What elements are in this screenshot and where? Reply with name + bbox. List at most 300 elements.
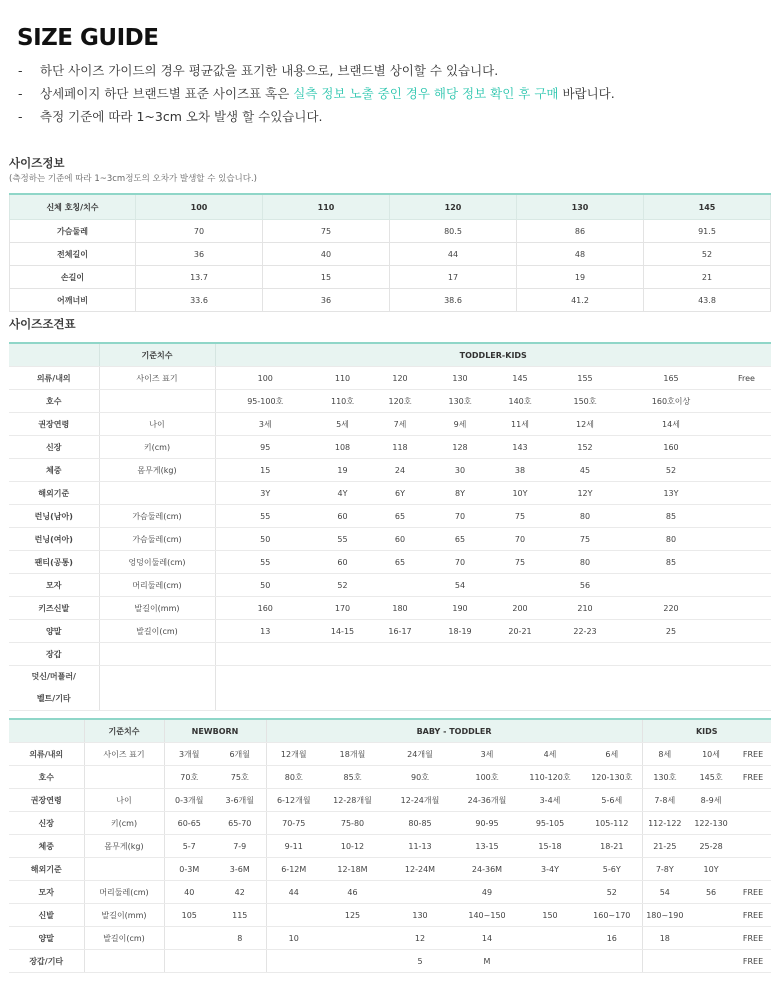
table-cell: 75호 — [214, 766, 266, 789]
table-cell: 145 — [490, 367, 550, 390]
size-compare-table — [9, 342, 771, 711]
table-cell: 발길이(mm) — [99, 597, 215, 620]
table-cell: 15 — [215, 459, 315, 482]
table-row — [9, 789, 771, 812]
table-cell: 120-130호 — [582, 766, 642, 789]
table-cell: 가슴둘레(cm) — [99, 528, 215, 551]
table-cell: 신발 — [9, 904, 84, 927]
table-cell — [722, 551, 771, 574]
page-title: SIZE GUIDE — [17, 25, 159, 51]
table-row — [9, 835, 771, 858]
table-cell — [315, 643, 370, 666]
table-cell — [518, 950, 582, 973]
table-cell: 8세 — [642, 743, 687, 766]
table-cell: 54 — [430, 574, 490, 597]
table-cell: 몸무게(kg) — [84, 835, 164, 858]
table-cell: 210 — [550, 597, 620, 620]
table-cell — [620, 643, 722, 666]
table-cell: 호수 — [9, 766, 84, 789]
table-cell: 5 — [384, 950, 456, 973]
table-cell: 52 — [315, 574, 370, 597]
table-cell — [722, 459, 771, 482]
table-cell — [99, 482, 215, 505]
table-cell: 70호 — [164, 766, 214, 789]
table-cell: 14-15 — [315, 620, 370, 643]
table-cell: 10Y — [687, 858, 735, 881]
table-cell: 42 — [214, 881, 266, 904]
table-cell: 130 — [517, 194, 644, 220]
table-cell — [722, 505, 771, 528]
table-cell: 해외기준 — [9, 858, 84, 881]
table-cell — [518, 927, 582, 950]
table-cell: 의류/내의 — [9, 367, 99, 390]
table-cell: 85 — [620, 505, 722, 528]
table-cell: 6개월 — [214, 743, 266, 766]
table-cell: 80-85 — [384, 812, 456, 835]
table-cell: 발길이(cm) — [84, 927, 164, 950]
table-cell: 128 — [430, 436, 490, 459]
table-cell: 16 — [582, 927, 642, 950]
table-cell: 60-65 — [164, 812, 214, 835]
table-cell: 52 — [644, 243, 771, 266]
table-cell: 13.7 — [136, 266, 263, 289]
table-cell: 런닝(남아) — [9, 505, 99, 528]
table-cell — [722, 482, 771, 505]
table-cell: 9-11 — [266, 835, 321, 858]
table-cell — [722, 390, 771, 413]
table-cell: 75 — [490, 551, 550, 574]
table-cell: 110-120호 — [518, 766, 582, 789]
table-row — [10, 266, 771, 289]
table-cell — [735, 835, 771, 858]
table-cell: 양말 — [9, 927, 84, 950]
table-cell: 13Y — [620, 482, 722, 505]
table-cell: 38 — [490, 459, 550, 482]
table-cell — [321, 927, 384, 950]
table-cell: 의류/내의 — [9, 743, 84, 766]
header-cell — [9, 719, 84, 743]
table-cell: 18 — [642, 927, 687, 950]
table-cell — [722, 597, 771, 620]
table-cell: 55 — [215, 505, 315, 528]
table-cell: 160호이상 — [620, 390, 722, 413]
table-cell: 70 — [430, 551, 490, 574]
table-cell: 가슴둘레 — [10, 220, 136, 243]
table-cell: 95 — [215, 436, 315, 459]
table-cell: 7-8Y — [642, 858, 687, 881]
table-cell: 12-24개월 — [384, 789, 456, 812]
table-cell: 85호 — [321, 766, 384, 789]
table-cell: 70-75 — [266, 812, 321, 835]
table-cell: 22-23 — [550, 620, 620, 643]
table-cell: FREE — [735, 766, 771, 789]
table-cell: 손길이 — [10, 266, 136, 289]
table-cell: 신장 — [9, 436, 99, 459]
table-cell: 85 — [620, 551, 722, 574]
cell-line: 벨트/기타 — [36, 694, 71, 703]
table-cell: 12-18M — [321, 858, 384, 881]
table-cell: 165 — [620, 367, 722, 390]
table-row — [9, 597, 771, 620]
table-cell: 7세 — [370, 413, 430, 436]
table-cell: 40 — [164, 881, 214, 904]
table-cell — [722, 528, 771, 551]
table-cell — [735, 812, 771, 835]
table-cell: 3세 — [215, 413, 315, 436]
table-cell: 3Y — [215, 482, 315, 505]
table-cell: 5-6Y — [582, 858, 642, 881]
table-cell: M — [456, 950, 518, 973]
table-cell: 12세 — [550, 413, 620, 436]
table-cell: 0-3개월 — [164, 789, 214, 812]
note-text: 바랍니다. — [558, 86, 615, 101]
table-cell: 220 — [620, 597, 722, 620]
table-cell: 3세 — [456, 743, 518, 766]
table-row — [9, 574, 771, 597]
note-text: 상세페이지 하단 브랜드별 표준 사이즈표 혹은 — [40, 86, 294, 101]
table-cell: 21 — [644, 266, 771, 289]
table-cell: 장갑/기타 — [9, 950, 84, 973]
note-dash: - — [18, 63, 23, 78]
table-row — [9, 413, 771, 436]
table-cell — [687, 927, 735, 950]
table-cell: 13-15 — [456, 835, 518, 858]
table-cell — [722, 413, 771, 436]
table-cell: 체중 — [9, 459, 99, 482]
header-cell: KIDS — [642, 719, 771, 743]
table-cell — [266, 904, 321, 927]
table-cell: 36 — [136, 243, 263, 266]
table-cell — [620, 574, 722, 597]
header-cell — [9, 343, 99, 367]
table-cell — [99, 643, 215, 666]
table-cell: 사이즈 표기 — [99, 367, 215, 390]
table-header-row — [9, 719, 771, 743]
table-cell: 6-12개월 — [266, 789, 321, 812]
table-cell: 80 — [550, 551, 620, 574]
table-cell — [687, 950, 735, 973]
table-cell — [687, 904, 735, 927]
table-cell: 170 — [315, 597, 370, 620]
table-cell: 18개월 — [321, 743, 384, 766]
table-cell — [215, 643, 315, 666]
table-cell: 86 — [517, 220, 644, 243]
table-row — [9, 620, 771, 643]
table-cell — [582, 950, 642, 973]
table-cell: 10 — [266, 927, 321, 950]
table-cell: FREE — [735, 881, 771, 904]
table-cell — [321, 950, 384, 973]
table-row — [10, 243, 771, 266]
size-info-subtitle: (측정하는 기준에 따라 1~3cm정도의 오차가 발생할 수 있습니다.) — [9, 174, 257, 184]
table-row — [9, 367, 771, 390]
table-cell: 75-80 — [321, 812, 384, 835]
table-cell: 60 — [315, 551, 370, 574]
note-item — [18, 85, 615, 108]
table-cell — [722, 620, 771, 643]
table-cell: 3개월 — [164, 743, 214, 766]
table-cell: 33.6 — [136, 289, 263, 312]
header-cell: TODDLER-KIDS — [215, 343, 771, 367]
table-row — [9, 505, 771, 528]
table-cell: 25 — [620, 620, 722, 643]
table-cell: 56 — [550, 574, 620, 597]
table-cell: 110 — [263, 194, 390, 220]
size-info-table — [9, 193, 771, 312]
table-cell: 36 — [263, 289, 390, 312]
table-cell: Free — [722, 367, 771, 390]
table-cell: 145 — [644, 194, 771, 220]
table-row — [9, 459, 771, 482]
table-cell: 110호 — [315, 390, 370, 413]
table-cell: 130호 — [642, 766, 687, 789]
table-cell: 120 — [390, 194, 517, 220]
table-cell: 5-6세 — [582, 789, 642, 812]
table-cell: 3-6M — [214, 858, 266, 881]
table-cell: 80 — [550, 505, 620, 528]
table-cell: 8Y — [430, 482, 490, 505]
table-cell: 65-70 — [214, 812, 266, 835]
table-cell — [370, 574, 430, 597]
table-cell: 12-24M — [384, 858, 456, 881]
table-cell — [735, 789, 771, 812]
table-cell: 55 — [315, 528, 370, 551]
table-cell — [266, 950, 321, 973]
table-cell: 65 — [430, 528, 490, 551]
table-cell: 키(cm) — [84, 812, 164, 835]
table-cell: 70 — [430, 505, 490, 528]
table-cell: 5세 — [315, 413, 370, 436]
table-cell: FREE — [735, 904, 771, 927]
table-cell: 52 — [620, 459, 722, 482]
table-row — [9, 551, 771, 574]
table-cell: 8 — [214, 927, 266, 950]
table-cell: 75 — [550, 528, 620, 551]
table-row — [9, 904, 771, 927]
table-row — [9, 482, 771, 505]
table-cell: 12 — [384, 927, 456, 950]
table-header-row — [9, 343, 771, 367]
table-cell: 56 — [687, 881, 735, 904]
table-cell: 양말 — [9, 620, 99, 643]
table-cell: 18-19 — [430, 620, 490, 643]
table-cell: 80호 — [266, 766, 321, 789]
table-cell: 6Y — [370, 482, 430, 505]
table-cell: 30 — [430, 459, 490, 482]
table-cell: 20-21 — [490, 620, 550, 643]
table-cell — [214, 950, 266, 973]
table-cell: 권장연령 — [9, 413, 99, 436]
table-cell — [722, 574, 771, 597]
note-dash: - — [18, 86, 23, 101]
table-cell: 12개월 — [266, 743, 321, 766]
table-row — [9, 858, 771, 881]
table-cell — [164, 950, 214, 973]
table-cell: 155 — [550, 367, 620, 390]
table-cell: 3-6개월 — [214, 789, 266, 812]
table-cell: 10Y — [490, 482, 550, 505]
table-cell: 143 — [490, 436, 550, 459]
table-cell — [84, 858, 164, 881]
note-text: 하단 사이즈 가이드의 경우 평균값을 표기한 내용으로, 브랜드별 상이할 수 있습니다. — [40, 63, 499, 78]
table-cell: 3-4Y — [518, 858, 582, 881]
table-cell: 4세 — [518, 743, 582, 766]
table-cell: 24-36개월 — [456, 789, 518, 812]
table-cell: 엉덩이둘레(cm) — [99, 551, 215, 574]
table-cell: 19 — [517, 266, 644, 289]
table-row — [9, 743, 771, 766]
table-cell — [384, 881, 456, 904]
table-cell: 65 — [370, 505, 430, 528]
table-cell: 50 — [215, 528, 315, 551]
table-cell: 95-105 — [518, 812, 582, 835]
table-header-row — [10, 194, 771, 220]
table-cell: 나이 — [84, 789, 164, 812]
table-cell: 120호 — [370, 390, 430, 413]
notes-list — [18, 62, 615, 131]
header-cell: 기준치수 — [84, 719, 164, 743]
table-cell: 14세 — [620, 413, 722, 436]
note-highlight: 실측 정보 노출 중인 경우 해당 정보 확인 후 구매 — [293, 86, 559, 101]
table-cell: 장갑 — [9, 643, 99, 666]
table-cell — [99, 390, 215, 413]
table-cell: 45 — [550, 459, 620, 482]
table-cell: 12Y — [550, 482, 620, 505]
table-cell: 60 — [370, 528, 430, 551]
table-cell: 24-36M — [456, 858, 518, 881]
table-row — [10, 220, 771, 243]
table-cell: 21-25 — [642, 835, 687, 858]
table-cell: 140~150 — [456, 904, 518, 927]
table-cell: 가슴둘레(cm) — [99, 505, 215, 528]
table-cell: 나이 — [99, 413, 215, 436]
table-cell: 신체 호칭/치수 — [10, 194, 136, 220]
table-cell: 152 — [550, 436, 620, 459]
table-cell: 7-8세 — [642, 789, 687, 812]
table-cell: 70 — [136, 220, 263, 243]
table-cell: 100호 — [456, 766, 518, 789]
table-cell: 52 — [582, 881, 642, 904]
table-cell: 모자 — [9, 881, 84, 904]
table-cell: 13 — [215, 620, 315, 643]
table-cell: 118 — [370, 436, 430, 459]
table-cell: 17 — [390, 266, 517, 289]
table-cell: 55 — [215, 551, 315, 574]
table-cell: 9세 — [430, 413, 490, 436]
table-cell: FREE — [735, 743, 771, 766]
table-cell: 130 — [384, 904, 456, 927]
table-cell: 체중 — [9, 835, 84, 858]
note-text: 측정 기준에 따라 1~3cm 오차 발생 할 수있습니다. — [40, 109, 323, 124]
table-cell: 6-12M — [266, 858, 321, 881]
table-cell: 어깨너비 — [10, 289, 136, 312]
table-cell: 70 — [490, 528, 550, 551]
table-cell: 75 — [490, 505, 550, 528]
table-cell — [84, 950, 164, 973]
table-cell — [99, 666, 215, 711]
table-cell: 모자 — [9, 574, 99, 597]
table-cell — [722, 436, 771, 459]
table-cell: 18-21 — [582, 835, 642, 858]
table-cell: 90호 — [384, 766, 456, 789]
table-cell — [735, 858, 771, 881]
compare-title: 사이즈조견표 — [9, 317, 76, 331]
table-cell: 80 — [620, 528, 722, 551]
table-cell: 140호 — [490, 390, 550, 413]
table-cell: 91.5 — [644, 220, 771, 243]
table-cell — [430, 643, 490, 666]
table-cell: 160 — [215, 597, 315, 620]
table-cell: 105 — [164, 904, 214, 927]
table-cell: 4Y — [315, 482, 370, 505]
table-cell: 190 — [430, 597, 490, 620]
table-cell: 180 — [370, 597, 430, 620]
table-cell: 125 — [321, 904, 384, 927]
table-cell: 신장 — [9, 812, 84, 835]
table-cell: 10-12 — [321, 835, 384, 858]
table-cell: 사이즈 표기 — [84, 743, 164, 766]
cell-line: 덧신/머플러/ — [31, 672, 76, 681]
table-cell: 6세 — [582, 743, 642, 766]
table-cell: 14 — [456, 927, 518, 950]
table-cell: 41.2 — [517, 289, 644, 312]
table-cell — [490, 574, 550, 597]
table-cell: 120 — [370, 367, 430, 390]
table-cell: 15 — [263, 266, 390, 289]
table-cell: 100 — [215, 367, 315, 390]
table-cell: 50 — [215, 574, 315, 597]
table-cell: 43.8 — [644, 289, 771, 312]
table-cell: 발길이(mm) — [84, 904, 164, 927]
table-cell: 48 — [517, 243, 644, 266]
table-cell: 90-95 — [456, 812, 518, 835]
table-cell: 16-17 — [370, 620, 430, 643]
table-cell: 145호 — [687, 766, 735, 789]
table-cell: 65 — [370, 551, 430, 574]
table-cell: 10세 — [687, 743, 735, 766]
table-cell: 60 — [315, 505, 370, 528]
table-cell: 80.5 — [390, 220, 517, 243]
table-cell: 15-18 — [518, 835, 582, 858]
table-row — [9, 881, 771, 904]
table-cell: 런닝(여아) — [9, 528, 99, 551]
table-cell: 발길이(cm) — [99, 620, 215, 643]
table-cell: 해외기준 — [9, 482, 99, 505]
table-cell — [642, 950, 687, 973]
table-cell: 24개월 — [384, 743, 456, 766]
table-cell: FREE — [735, 950, 771, 973]
note-item — [18, 108, 615, 131]
header-cell: 기준치수 — [99, 343, 215, 367]
table-cell — [164, 927, 214, 950]
table-cell: 46 — [321, 881, 384, 904]
table-cell — [490, 643, 550, 666]
table-row — [9, 528, 771, 551]
table-cell — [518, 881, 582, 904]
table-cell: 키즈신발 — [9, 597, 99, 620]
table-cell: 머리둘레(cm) — [99, 574, 215, 597]
table-row — [9, 812, 771, 835]
table-cell: 100 — [136, 194, 263, 220]
table-cell: 5-7 — [164, 835, 214, 858]
table-cell: 19 — [315, 459, 370, 482]
table-cell: 130 — [430, 367, 490, 390]
table-cell — [370, 643, 430, 666]
table-cell: 40 — [263, 243, 390, 266]
table-cell: 12-28개월 — [321, 789, 384, 812]
table-cell: 호수 — [9, 390, 99, 413]
table-row — [9, 390, 771, 413]
